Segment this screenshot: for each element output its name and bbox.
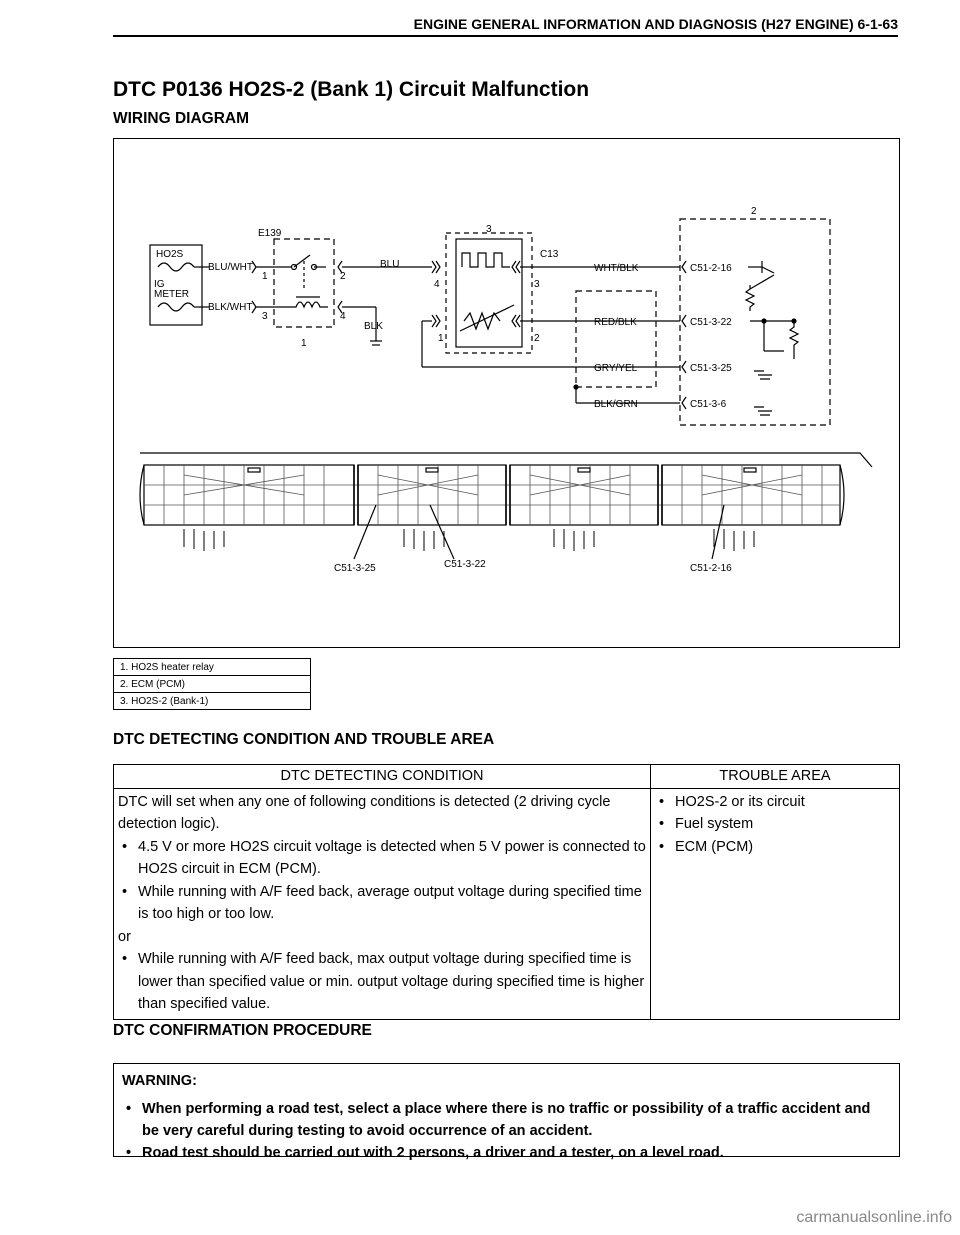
relay-coil-icon (290, 302, 328, 307)
fuse-label-ig: IG (154, 279, 165, 290)
running-header: ENGINE GENERAL INFORMATION AND DIAGNOSIS (H27 ENGINE) 6-1-63 (413, 16, 898, 32)
wire-label-blu: BLU (380, 259, 400, 270)
sensor-pin-3: 3 (534, 279, 540, 290)
relay-pin-4: 4 (340, 311, 346, 322)
ecm (680, 206, 830, 425)
sensor-pin-4: 4 (434, 279, 440, 290)
dtc-table (113, 764, 900, 1020)
heater-relay (258, 228, 346, 349)
page-title: DTC P0136 HO2S-2 (Bank 1) Circuit Malfunction (113, 78, 590, 101)
condition-item: • While running with A/F feed back, average output voltage during specified time is too high or too low. (118, 881, 646, 926)
wire-label-wht-blk: WHT/BLK (594, 263, 639, 274)
wire-label-gry-yel: GRY/YEL (594, 363, 638, 374)
trouble-area-item: • ECM (PCM) (655, 836, 895, 859)
legend-item: 3. HO2S-2 (Bank-1) (114, 693, 311, 710)
watermark: carmanualsonline.info (796, 1209, 952, 1226)
warning-label: WARNING: (122, 1073, 197, 1089)
fuse-icon (158, 303, 194, 311)
header-trouble-area: TROUBLE AREA (651, 765, 900, 789)
trouble-area-item: • Fuel system (655, 813, 895, 836)
ho2s-2-sensor (434, 224, 559, 353)
callout-c51-3-25: C51-3-25 (334, 563, 376, 574)
section-wiring-diagram: WIRING DIAGRAM (113, 110, 250, 127)
fuse-label-ho2s: HO2S (156, 249, 184, 260)
condition-intro: DTC will set when any one of following conditions is detected (2 driving cycle detection logic). (118, 793, 611, 832)
warning-item: • Road test should be carried out with 2 persons, a driver and a tester, on a level road. (122, 1142, 891, 1164)
trouble-area-item: • HO2S-2 or its circuit (655, 791, 895, 814)
ground-icon (754, 371, 772, 379)
fuse-icon (158, 263, 194, 271)
fuse-label-meter: METER (154, 289, 189, 300)
wiring-diagram (113, 138, 900, 648)
ecm-number: 2 (751, 206, 757, 217)
legend-item: 2. ECM (PCM) (114, 676, 311, 693)
warning-item: • When performing a road test, select a place where there is no traffic or possibility of a traffic accident and be very careful during testing to avoid occurrence of an accident. (122, 1098, 891, 1142)
sensor-pin-2: 2 (534, 333, 540, 344)
relay-pin-3: 3 (262, 311, 268, 322)
terminal-c51-3-6: C51-3-6 (690, 399, 727, 410)
legend-row (114, 693, 311, 710)
terminal-c51-2-16: C51-2-16 (690, 263, 732, 274)
wire-label-blu-wht: BLU/WHT (208, 262, 253, 273)
fuse-box (150, 245, 209, 325)
section-confirmation-procedure: DTC CONFIRMATION PROCEDURE (113, 1022, 372, 1039)
relay-pin-2: 2 (340, 271, 346, 282)
condition-or: or (118, 928, 131, 945)
wire-label-blk: BLK (364, 321, 383, 332)
terminal-c51-3-25: C51-3-25 (690, 363, 732, 374)
terminal-c51-3-22: C51-3-22 (690, 317, 732, 328)
callout-c51-3-22: C51-3-22 (444, 559, 486, 570)
condition-cell (114, 788, 651, 1019)
wire-label-blk-wht: BLK/WHT (208, 302, 253, 313)
section-detecting-condition: DTC DETECTING CONDITION AND TROUBLE AREA (113, 731, 495, 748)
relay-number: 1 (301, 338, 307, 349)
heater-element-icon (462, 253, 510, 267)
callout-c51-2-16: C51-2-16 (690, 563, 732, 574)
ecm-connector-illustration (140, 453, 872, 574)
wire-label-red-blk: RED/BLK (594, 317, 637, 328)
sensor-number: 3 (486, 224, 492, 235)
sensor-pin-1: 1 (438, 333, 444, 344)
legend-item: 1. HO2S heater relay (114, 659, 311, 676)
ground-icon (754, 407, 772, 415)
relay-pin-1: 1 (262, 271, 268, 282)
trouble-area-cell (651, 788, 900, 1019)
wire-label-blk-grn: BLK/GRN (594, 399, 638, 410)
header-condition: DTC DETECTING CONDITION (114, 765, 651, 789)
legend-row (114, 659, 311, 676)
condition-item: • While running with A/F feed back, max output voltage during specified time is lower than specified value or min. output voltage during specified time is higher than specified value. (118, 948, 646, 1016)
resistor-icon (746, 285, 754, 311)
sensor-connector-label: C13 (540, 249, 559, 260)
warning-box (113, 1063, 900, 1161)
legend-table (113, 658, 311, 710)
header-rule (113, 35, 898, 37)
relay-connector-label: E139 (258, 228, 282, 239)
legend-row (114, 676, 311, 693)
condition-item: • 4.5 V or more HO2S circuit voltage is detected when 5 V power is connected to HO2S circuit in ECM (PCM). (118, 836, 646, 881)
resistor-icon (790, 321, 798, 359)
